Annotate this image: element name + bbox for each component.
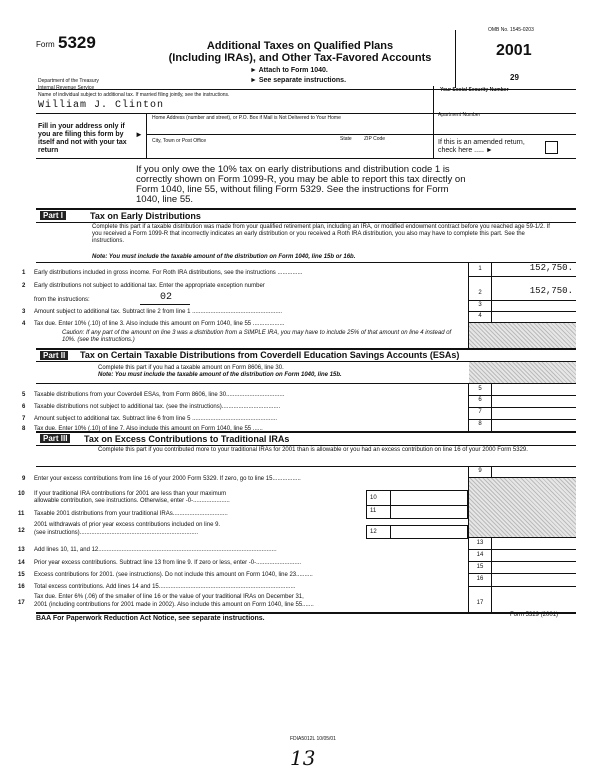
instructions-note: ► See separate instructions. [250, 77, 347, 84]
form-label: Form [36, 40, 55, 49]
part-2-description: Complete this part if you had a taxable amount on Form 8606, line 30. [98, 365, 284, 371]
form-footer-ref: Form 5329 (2001) [510, 612, 559, 618]
line-16-label: Total excess contributions. Add lines 14 and 15.................................................................................. [34, 584, 296, 590]
line-6-label: Taxable distributions not subject to additional tax. (see the instructions)................................... [34, 404, 281, 410]
line-2-label: Early distributions not subject to additional tax. Enter the appropriate exception number [34, 283, 265, 289]
part-3-title: Tax on Excess Contributions to Traditional IRAs [84, 434, 290, 444]
amended-return-label: If this is an amended return, check here ..... ► [438, 139, 525, 154]
dept-treasury: Department of the Treasury [38, 78, 99, 84]
part-2-note: Note: You must include the taxable amount of the distribution on Form 1040, line 15b. [98, 372, 342, 378]
attachment-sequence: 29 [510, 73, 519, 82]
part-2-title: Tax on Certain Taxable Distributions from Coverdell Education Savings Accounts (ESAs) [80, 350, 460, 360]
line-7-label: Amount subject to additional tax. Subtract line 6 from line 5 ................................................... [34, 416, 278, 422]
state-label: State [340, 136, 352, 142]
tax-year: 2001 [496, 42, 532, 59]
pointer-icon: ► [135, 130, 143, 139]
form-title-line1: Additional Taxes on Qualified Plans [206, 40, 394, 52]
part-1-caution: Caution: If any part of the amount on line 3 was a distribution from a SIMPLE IRA, you may have to include 25% of that amount on line 4 instead of 10%. (see the instructions.) [62, 330, 452, 343]
part-3-label: Part III [40, 434, 70, 443]
attach-note: ► Attach to Form 1040. [250, 67, 328, 74]
part-3-description: Complete this part if you contributed more to your traditional IRAs for 2001 than is allowable or you had an excess contribution on line 16 of your 2000 Form 5329. [98, 447, 528, 453]
line-1-amount[interactable]: 152,750. [529, 263, 573, 273]
line-11-label: Taxable 2001 distributions from your traditional IRAs................................. [34, 511, 228, 517]
line-2-amount[interactable]: 152,750. [529, 286, 573, 296]
line-10-label-cont: allowable contribution, see instructions. Otherwise, enter -0-...................... [34, 498, 230, 504]
apartment-label: Apartment Number [438, 112, 481, 118]
city-label: City, Town or Post Office [152, 138, 207, 144]
form-code: FDIA5012L 10/05/01 [290, 736, 336, 742]
fill-in-address-note: Fill in your address only if you are filing this form by itself and not with your tax return [38, 123, 127, 154]
line-12-label: 2001 withdrawals of prior year excess contributions included on line 9. [34, 522, 221, 528]
address-label: Home Address (number and street), or P.O. Box if Mail is Not Delivered to Your Home [152, 115, 341, 121]
part-1-title: Tax on Early Distributions [90, 211, 201, 221]
line-17-label: Tax due. Enter 6% (.06) of the smaller of line 16 or the value of your traditional IRAs on December 31, [34, 594, 304, 600]
amended-return-checkbox[interactable] [545, 141, 558, 154]
ssn-label: Your Social Security Number [440, 87, 509, 93]
page-number-handwritten: 13 [290, 746, 316, 770]
form-title-line2: (Including IRAs), and Other Tax-Favored Accounts [168, 52, 432, 64]
part-1-description: Complete this part if a taxable distribution was made from your qualified retirement plan, including an IRA, or modified endowment contract before you reached age 59-1/2. If you received a Form 1099-R that incorrectly indicates an early distribution or you received a Roth IRA distribution, you also may have to complete this part. See the instructions. [92, 224, 550, 244]
omb-number: OMB No. 1545-0203 [488, 27, 534, 33]
line-14-label: Prior year excess contributions. Subtract line 13 from line 9. If zero or less, enter -0-........................... [34, 560, 302, 566]
line-15-label: Excess contributions for 2001. (see instructions). Do not include this amount on Form 1040, line 23.......... [34, 572, 313, 578]
part-1-note: Note: You must include the taxable amount of the distribution on Form 1040, line 15b or 16b. [92, 254, 356, 260]
line-10-label: If your traditional IRA contributions for 2001 are less than your maximum [34, 491, 227, 497]
line-1-label: Early distributions included in gross income. For Roth IRA distributions, see the instructions ............... [34, 270, 303, 276]
zip-label: ZIP Code [364, 136, 386, 142]
taxpayer-name[interactable]: William J. Clinton [38, 100, 165, 111]
form-number: 5329 [58, 33, 96, 52]
part-1-label: Part I [40, 211, 66, 220]
line-2-exception-label: from the instructions: [34, 297, 90, 303]
dept-irs: Internal Revenue Service [38, 85, 95, 91]
line-17-label-cont: 2001 (including contributions for 2001 made in 2002). Also include this amount on Form 1040, line 55....... [34, 602, 314, 608]
line-8-label: Tax due. Enter 10% (.10) of line 7. Also include this amount on Form 1040, line 55 ...... [34, 426, 263, 432]
line-12-label-cont: (see instructions)....................................................................... [34, 530, 199, 536]
line-3-label: Amount subject to additional tax. Subtract line 2 from line 1 ...................................................... [34, 309, 283, 315]
name-label: Name of individual subject to additional tax. If married filing jointly, see the instructions. [38, 92, 230, 98]
intro-text: If you only owe the 10% tax on early distributions and distribution code 1 is correctly shown on Form 1099-R, you may be able to report this tax directly on Form 1040, line 55, without filing Form 5329. See the instructions for Form 1040, line 55. [136, 164, 466, 205]
line-9-label: Enter your excess contributions from line 16 of your 2000 Form 5329. If zero, go to line 15................. [34, 476, 301, 482]
line-13-label: Add lines 10, 11, and 12........................................................................................................... [34, 547, 277, 553]
part-2-label: Part II [40, 351, 68, 360]
line-5-label: Taxable distributions from your Coverdell ESAs, from Form 8606, line 30................................... [34, 392, 285, 398]
baa-notice: BAA For Paperwork Reduction Act Notice, see separate instructions. [36, 615, 265, 622]
line-2-exception-code[interactable]: 02 [160, 292, 173, 303]
line-4-label: Tax due. Enter 10% (.10) of line 3. Also include this amount on Form 1040, line 55 ................... [34, 321, 285, 327]
